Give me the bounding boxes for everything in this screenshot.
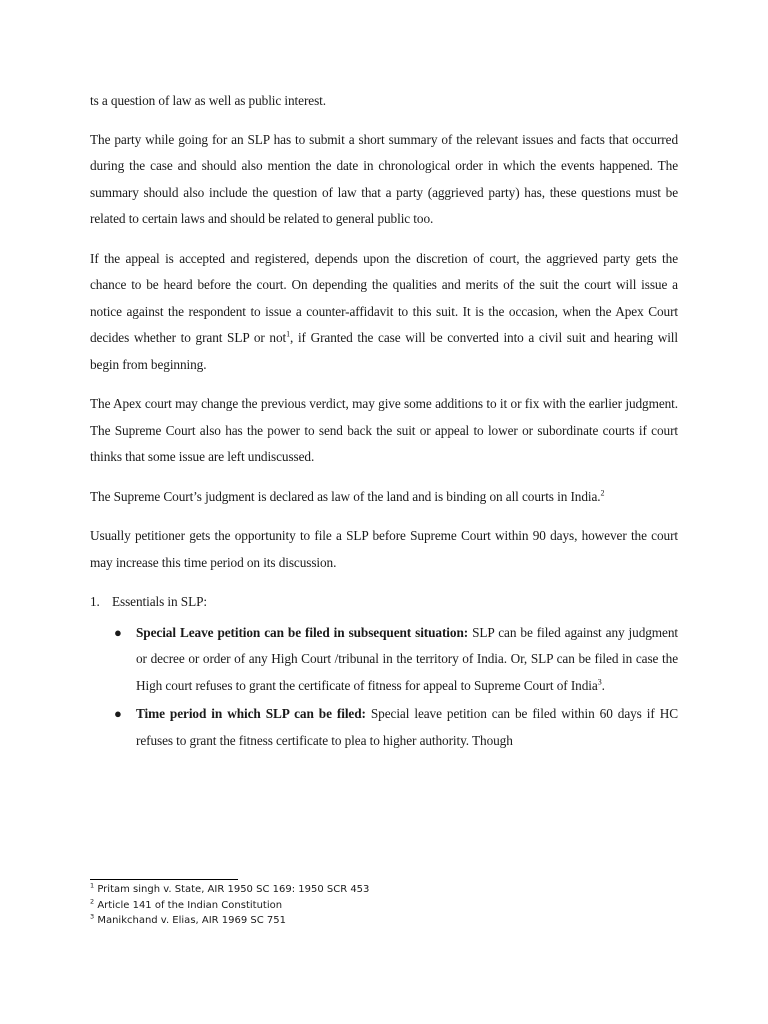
bullet-item-filing-situation [90,620,678,700]
footnote-2-text: Article 141 of the Indian Constitution [94,899,283,911]
paragraph-5-text: The Supreme Court’s judgment is declared as law of the land and is binding on all courts in India. [90,488,601,504]
paragraph-6: Usually petitioner gets the opportunity to file a SLP before Supreme Court within 90 days, however the court may increase this time period on its discussion. [90,528,678,570]
paragraph-5 [90,484,678,511]
numbered-item [90,589,678,616]
bullet-dot-icon: ● [114,706,122,721]
document-body [90,88,678,756]
bullet-heading: Time period in which SLP can be filed: [136,706,366,721]
paragraph-3-text: If the appeal is accepted and registered, depends upon the discretion of court, the aggrieved party gets the chance to be heard before the court. On depending the qualities and merits of the suit the court will issue a notice against the respondent to issue a counter-affidavit to this suit. It is the occasion, when the Apex Court decides whether to grant SLP or not [90,250,678,345]
footnote-3-number: 3 [90,912,95,921]
footnote-ref-1[interactable]: 1 [286,329,291,339]
footnote-ref-2[interactable]: 2 [600,488,605,498]
bullet-list [90,620,678,755]
numbered-item-label: Essentials in SLP: [112,594,207,609]
paragraph-3 [90,246,678,379]
bullet-text: Special leave petition can be filed within 60 days if HC refuses to grant the fitness certificate to plea to higher authority. Though [136,706,678,748]
bullet-heading: Special Leave petition can be filed in subsequent situation: [136,624,469,640]
paragraph-2: The party while going for an SLP has to submit a short summary of the relevant issues and facts that occurred during the case and should also mention the date in chronological order in which the events happened. The summary should also include the question of law that a party (aggrieved party) has, these questions must be related to certain laws and should be related to general public too. [90,131,678,226]
numbered-item-number: 1. [90,594,100,609]
bullet-text: SLP can be filed against any judgment or decree or order of any High Court /tribunal in the territory of India. Or, SLP can be filed in case the High court refuses to grant the certificate of fitness for appeal to Supreme Court of India [136,624,678,693]
footnote-3 [90,913,678,929]
bullet-text-end: . [601,677,605,693]
footnote-2-number: 2 [90,897,95,906]
paragraph-4: The Apex court may change the previous verdict, may give some additions to it or fix with the earlier judgment. The Supreme Court also has the power to send back the suit or appeal to lower or subordinate courts if court thinks that some issue are left undiscussed. [90,396,678,464]
footnote-3-text: Manikchand v. Elias, AIR 1969 SC 751 [94,915,287,926]
paragraph-1: ts a question of law as well as public interest. [90,93,326,108]
footnote-1-text: Pritam singh v. State, AIR 1950 SC 169: 1950 SCR 453 [94,884,370,895]
footnote-separator [90,879,238,880]
bullet-item-time-period [90,701,678,754]
bullet-dot-icon: ● [114,624,122,640]
footnotes [90,882,678,929]
footnote-2 [90,898,678,914]
footnote-ref-3[interactable]: 3 [597,677,602,687]
paragraph-3-text-end: , if Granted the case will be converted into a civil suit and hearing will begin from beginning. [90,330,678,372]
footnote-1-number: 1 [90,881,95,890]
footnote-1 [90,882,678,898]
